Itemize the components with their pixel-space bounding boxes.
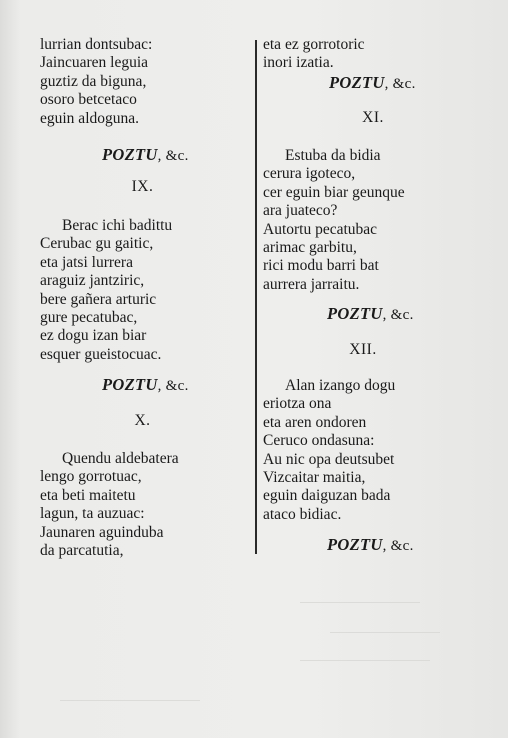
stanza-number: XI.: [362, 109, 384, 126]
verse-line: cer eguin biar geunque: [263, 183, 405, 201]
verse-line: eta jatsi lurrera: [40, 253, 133, 271]
stanza-continuation: [263, 36, 365, 73]
verse-line: Berac ichi badittu: [62, 217, 173, 234]
stanza-xi: [263, 147, 405, 294]
stanza-xii: [263, 377, 395, 524]
verse-line: eguin daiguzan bada: [263, 487, 391, 505]
verse-line: gure pecatubac,: [40, 309, 138, 327]
verse-line: rici modu barri bat: [263, 257, 379, 275]
verse-line: araguiz jantziric,: [40, 272, 145, 290]
verse-line: osoro betcetaco: [40, 91, 137, 109]
refrain-word: POZTU: [102, 145, 158, 164]
refrain-word: POZTU: [327, 535, 383, 554]
verse-line: eguin aldoguna.: [40, 109, 140, 127]
refrain-word: POZTU: [327, 304, 383, 323]
refrain: [329, 74, 416, 93]
verse-line: aurrera jarraitu.: [263, 275, 360, 293]
refrain-word: POZTU: [102, 375, 158, 394]
verse-line: Quendu aldebatera: [62, 450, 179, 467]
verse-line: arimac garbitu,: [263, 239, 357, 257]
refrain: [102, 146, 189, 165]
verse-line: guztiz da biguna,: [40, 72, 147, 90]
verse-line: Alan izango dogu: [285, 377, 396, 394]
refrain-etc: , &c.: [382, 538, 414, 554]
verse-line: lengo gorrotuac,: [40, 468, 142, 486]
stanza-continuation: [40, 36, 152, 128]
verse-line: Jaincuaren leguia: [40, 54, 149, 72]
refrain-etc: , &c.: [157, 148, 189, 164]
verse-line: Cerubac gu gaitic,: [40, 235, 154, 253]
refrain-etc: , &c.: [382, 307, 414, 323]
verse-line: cerura igoteco,: [263, 165, 356, 183]
verse-line: da parcatutia,: [40, 542, 124, 560]
verse-line: Au nic opa deutsubet: [263, 450, 395, 468]
refrain-word: POZTU: [329, 73, 385, 92]
verse-line: Autortu pecatubac: [263, 220, 378, 238]
verse-line: eta beti maitetu: [40, 486, 136, 504]
stanza-number: X.: [134, 412, 151, 429]
verse-line: eriotza ona: [263, 395, 332, 413]
verse-line: esquer gueistocuac.: [40, 345, 162, 363]
verse-line: lagun, ta auzuac:: [40, 505, 145, 523]
verse-line: Vizcaitar maitia,: [263, 469, 366, 487]
bleed-through-mark: [300, 602, 420, 603]
verse-line: ara juateco?: [263, 202, 338, 220]
stanza-x: [40, 450, 179, 560]
stanza-number: XII.: [349, 341, 377, 358]
stanza-number: IX.: [131, 178, 154, 195]
refrain-etc: , &c.: [384, 76, 416, 92]
verse-line: ez dogu izan biar: [40, 327, 147, 345]
verse-line: Estuba da bidia: [285, 147, 381, 164]
column-rule: [255, 40, 257, 554]
bleed-through-mark: [300, 660, 430, 661]
refrain: [327, 305, 414, 324]
verse-line: lurrian dontsubac:: [40, 36, 153, 53]
bleed-through-mark: [60, 700, 200, 701]
refrain: [102, 376, 189, 395]
verse-line: ataco bidiac.: [263, 505, 342, 523]
verse-line: Jaunaren aguinduba: [40, 523, 164, 541]
verse-line: inori izatia.: [263, 54, 334, 72]
refrain: [327, 536, 414, 555]
refrain-etc: , &c.: [157, 378, 189, 394]
verse-line: eta aren ondoren: [263, 413, 367, 431]
verse-line: bere gañera arturic: [40, 290, 157, 308]
stanza-ix: [40, 217, 172, 364]
verse-line: eta ez gorrotoric: [263, 36, 365, 53]
verse-line: Ceruco ondasuna:: [263, 432, 375, 450]
bleed-through-mark: [330, 632, 440, 633]
